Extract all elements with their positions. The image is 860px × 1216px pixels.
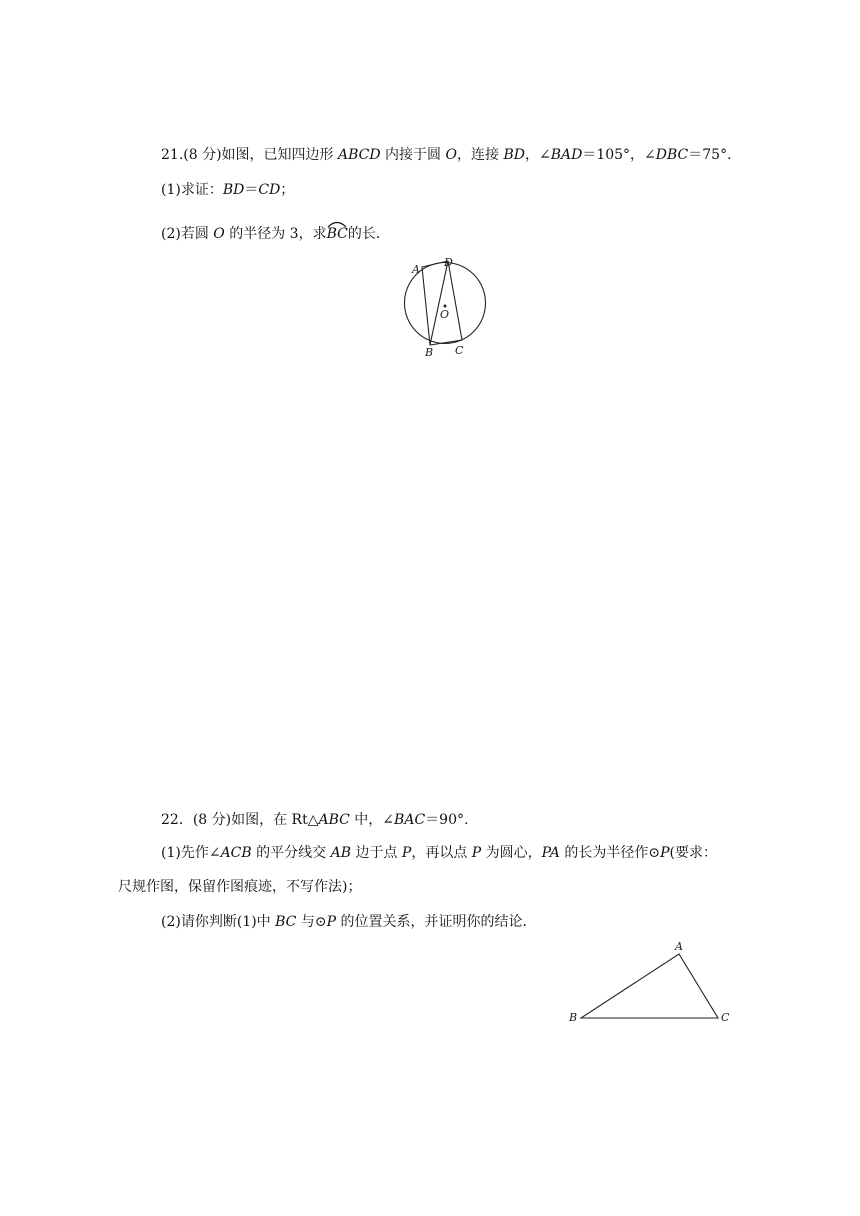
q22-line-1: 22．(8 分)如图，在 Rt△ABC 中，∠BAC＝90°. [161, 812, 469, 828]
label-b: B [425, 346, 434, 359]
label-o: O [440, 308, 450, 321]
label-c: C [721, 1011, 730, 1024]
q22-line-3: 尺规作图，保留作图痕迹，不写作法)； [118, 879, 362, 895]
label-b: B [569, 1011, 578, 1024]
arc-bc-notation: BC [327, 227, 348, 241]
label-a: A [675, 940, 683, 953]
q22-triangle-figure [565, 938, 740, 1028]
segment-bd [430, 261, 448, 345]
q22-line-2: (1)先作∠ACB 的平分线交 AB 边于点 P，再以点 P 为圆心，PA 的长为半径作⊙P(要求： [161, 845, 717, 861]
arc-symbol-icon [327, 220, 347, 228]
triangle-abc [581, 954, 718, 1018]
q21-line-1: 21.(8 分)如图，已知四边形 ABCD 内接于圆 O，连接 BD，∠BAD＝105°，∠DBC＝75°. [161, 147, 732, 163]
q21-line-2: (1)求证：BD＝CD； [161, 182, 295, 198]
q22-line-4: (2)请你判断(1)中 BC 与⊙P 的位置关系，并证明你的结论． [161, 914, 537, 930]
label-c: C [455, 344, 464, 357]
q21-circle-figure [395, 253, 495, 363]
label-a: A [412, 263, 420, 276]
q21-line-3: (2)若圆 O 的半径为 3，求 BC的长． [161, 227, 390, 241]
label-d: D [444, 256, 453, 269]
quadrilateral-abcd [422, 261, 462, 345]
